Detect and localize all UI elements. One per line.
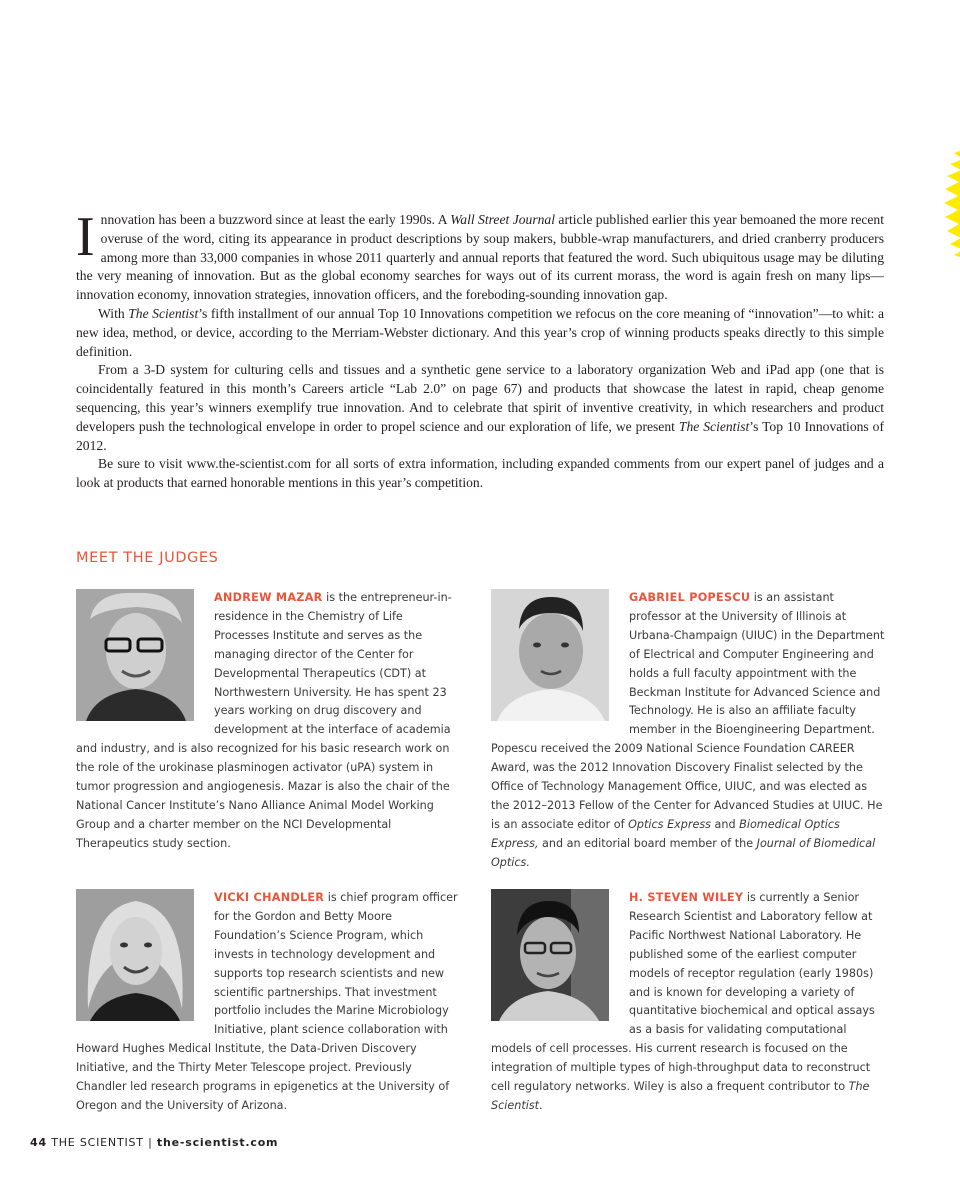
- publication-name: The Scientist: [678, 418, 750, 434]
- judge-name: H. STEVEN WILEY: [629, 891, 744, 904]
- intro-paragraph-3: From a 3-D system for culturing cells and tissues and a synthetic gene service to a laboratory organization Web and iPad app (one that is coincidentally featured in this month’s Careers article “Lab 2.0” on page 67) and products that showcase the latest in rapid, cheap genome sequencing, this year’s winners exemplify true innovation. And to celebrate that spirit of inventive creativity, in which researchers and product developers push the technological envelope in order to propel science and our exploration of life, we present The Scientist’s Top 10 Innovations of 2012.: [76, 362, 884, 453]
- portrait-photo: [76, 589, 194, 721]
- starburst-decoration: [930, 140, 960, 265]
- bio-text: H. STEVEN WILEY is currently a Senior Research Scientist and Laboratory fellow at Pacific Northwest National Laboratory. He published some of the earliest computer models of receptor regulation (early 1980s) and is known for developing a variety of quantitative biochemical and optical assays as a basis for validating computational models of cell processes. His current research is focused on the integration of multiple types of high-throughput data to reconstruct cell regulatory networks. Wiley is also a frequent contributor to The Scientist.: [491, 891, 875, 1112]
- judge-name: VICKI CHANDLER: [214, 891, 325, 904]
- publication-name: Wall Street Journal: [450, 212, 555, 227]
- footer-url: the-scientist.com: [156, 1136, 279, 1149]
- portrait-photo: [491, 589, 609, 721]
- judge-bio-chandler: [76, 889, 460, 1116]
- bio-text: VICKI CHANDLER is chief program officer for the Gordon and Betty Moore Foundation’s Science Program, which invests in technology development and supports top research scientists and new scientific partnerships. That investment portfolio includes the Marine Microbiology Initiative, plant science collaboration with Howard Hughes Medical Institute, the Data-Driven Discovery Initiative, and the Thirty Meter Telescope project. Previously Chandler led research programs in epigenetics at the University of Oregon and the University of Arizona.: [76, 891, 458, 1112]
- portrait-photo: [76, 889, 194, 1021]
- page-footer: [30, 1136, 278, 1149]
- bio-text: GABRIEL POPESCU is an assistant professor at the University of Illinois at Urbana-Champaign (UIUC) in the Department of Electrical and Computer Engineering and holds a full faculty appointment with the Beckman Institute for Advanced Science and Technology. He is also an affiliate faculty member in the Bioengineering Department. Popescu received the 2009 National Science Foundation CAREER Award, was the 2012 Innovation Discovery Finalist selected by the Office of Technology Management Office, UIUC, and was elected as the 2012–2013 Fellow of the Center for Advanced Studies at UIUC. He is an associate editor of Optics Express and Biomedical Optics Express, and an editorial board member of the Journal of Biomedical Optics.: [491, 591, 885, 869]
- journal-name: Biomedical Optics Express,: [491, 817, 840, 850]
- drop-cap: I: [76, 206, 95, 268]
- portrait-photo: [491, 889, 609, 1021]
- publication-name: The Scientist: [491, 1080, 870, 1112]
- judge-bio-popescu: [491, 589, 886, 873]
- intro-article: [76, 206, 884, 493]
- intro-paragraph-1: Innovation has been a buzzword since at least the early 1990s. A Wall Street Journal article published earlier this year bemoaned the more recent overuse of the word, citing its appearance in product descriptions by soup makers, bubble-wrap manufacturers, and dried cranberry producers among more than 33,000 companies in whose 2011 quarterly and annual reports that featured the word. Such ubiquitous usage may be diluting the very meaning of innovation. But as the global economy searches for ways out of its current morass, the word is again fresh on many lips—innovation economy, innovation strategies, innovation officers, and the foreboding-sounding innovation gap.: [76, 206, 884, 303]
- journal-name: Optics Express: [628, 817, 711, 831]
- judge-name: ANDREW MAZAR: [214, 591, 323, 604]
- footer-separator: |: [143, 1136, 157, 1149]
- intro-paragraph-2: With The Scientist’s fifth installment of our annual Top 10 Innovations competition we refocus on the core meaning of “innovation”—to whit: a new idea, method, or device, according to the Merriam-Webster dictionary. And this year’s crop of winning products speaks directly to this simple definition.: [76, 305, 884, 359]
- judge-bio-mazar: [76, 589, 460, 854]
- section-heading: MEET THE JUDGES: [76, 550, 219, 566]
- page-number: 44: [30, 1136, 47, 1149]
- intro-paragraph-4: Be sure to visit www.the-scientist.com for all sorts of extra information, including expanded comments from our expert panel of judges and a look at products that earned honorable mentions in this year’s competition.: [76, 456, 884, 491]
- publication-name: The Scientist: [128, 305, 199, 321]
- journal-name: Journal of Biomedical Optics.: [491, 836, 876, 869]
- magazine-name: THE SCIENTIST: [46, 1136, 144, 1149]
- judge-bio-wiley: [491, 889, 886, 1116]
- judge-name: GABRIEL POPESCU: [629, 591, 751, 604]
- bio-text: ANDREW MAZAR is the entrepreneur-in-residence in the Chemistry of Life Processes Institute and serves as the managing director of the Center for Developmental Therapeutics (CDT) at Northwestern University. He has spent 23 years working on drug discovery and development at the interface of academia and industry, and is also recognized for his basic research work on the role of the urokinase plasminogen activator (uPA) system in tumor progression and angiogenesis. Mazar is also the chair of the National Cancer Institute’s Nano Alliance Animal Model Working Group and a charter member on the NCI Developmental Therapeutics study section.: [76, 591, 452, 850]
